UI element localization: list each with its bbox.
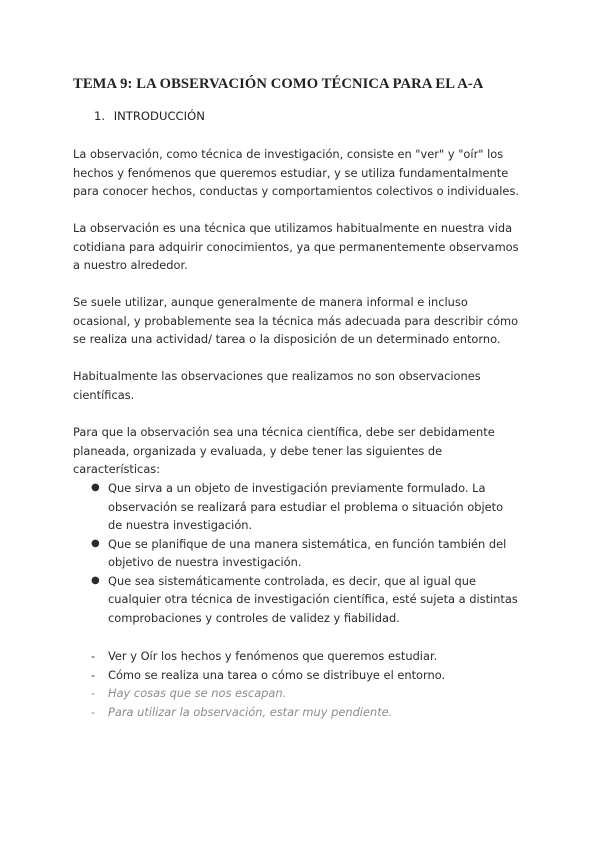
- paragraph-line: científicas.: [73, 387, 135, 402]
- page-title: TEMA 9: LA OBSERVACIÓN COMO TÉCNICA PARA EL A-A: [73, 76, 484, 92]
- bullet-item: [91, 572, 531, 628]
- paragraph-line: hechos y fenómenos que queremos estudiar, y se utiliza fundamentalmente: [73, 165, 509, 180]
- paragraph-1: [73, 145, 543, 201]
- dash-mark: -: [91, 704, 96, 719]
- bullet-list: [91, 479, 531, 627]
- dash-text: Ver y Oír los hechos y fenómenos que queremos estudiar.: [108, 649, 438, 663]
- bullet-dot-icon: ●: [91, 537, 100, 549]
- paragraph-line: La observación, como técnica de investigación, consiste en "ver" y "oír" los: [73, 147, 504, 161]
- bullet-line: objetivo de nuestra investigación.: [108, 555, 302, 569]
- bullet-dot-icon: ●: [91, 482, 100, 493]
- paragraph-4: [73, 367, 543, 404]
- dash-item: [91, 666, 531, 685]
- dash-mark: -: [91, 686, 96, 700]
- paragraph-line: Para que la observación sea una técnica científica, debe ser debidamente: [73, 425, 495, 439]
- section-heading: [94, 109, 205, 123]
- bullet-item: [91, 535, 531, 572]
- paragraph-line: Se suele utilizar, aunque generalmente de manera informal e incluso: [73, 295, 468, 309]
- paragraph-line: a nuestro alrededor.: [73, 258, 188, 272]
- dash-list: [91, 647, 531, 721]
- paragraph-line: características:: [73, 462, 161, 476]
- section-number: 1.: [94, 109, 106, 123]
- dash-text: Cómo se realiza una tarea o cómo se distribuye el entorno.: [108, 667, 446, 682]
- dash-item: [91, 647, 531, 666]
- paragraph-3: [73, 293, 543, 349]
- note-text: Para utilizar la observación, estar muy pendiente.: [108, 704, 393, 719]
- section-label: INTRODUCCIÓN: [113, 109, 205, 123]
- note-item: [91, 703, 531, 722]
- bullet-dot-icon: ●: [91, 574, 100, 586]
- paragraph-line: se realiza una actividad/ tarea o la disposición de un determinado entorno.: [73, 332, 501, 346]
- bullet-line: de nuestra investigación.: [108, 518, 253, 532]
- paragraph-line: cotidiana para adquirir conocimientos, ya que permanentemente observamos: [73, 239, 519, 254]
- paragraph-line: La observación es una técnica que utilizamos habitualmente en nuestra vida: [73, 221, 513, 235]
- bullet-line: Que sirva a un objeto de investigación previamente formulado. La: [108, 481, 486, 495]
- bullet-line: Que sea sistemáticamente controlada, es decir, que al igual que: [108, 573, 476, 588]
- bullet-line: observación se realizará para estudiar el problema o situación objeto: [108, 499, 504, 514]
- paragraph-line: ocasional, y probablemente sea la técnica más adecuada para describir cómo: [73, 313, 519, 328]
- bullet-line: comprobaciones y controles de validez y fiabilidad.: [108, 610, 400, 625]
- paragraph-2: [73, 219, 543, 275]
- dash-mark: -: [91, 667, 96, 682]
- bullet-item: [91, 479, 531, 535]
- bullet-line: cualquier otra técnica de investigación científica, esté sujeta a distintas: [108, 592, 518, 606]
- bullet-line: Que se planifique de una manera sistemática, en función también del: [108, 536, 507, 551]
- paragraph-line: Habitualmente las observaciones que realizamos no son observaciones: [73, 369, 481, 383]
- paragraph-5: [73, 423, 543, 479]
- paragraph-line: planeada, organizada y evaluada, y debe tener las siguientes de: [73, 443, 443, 458]
- dash-mark: -: [91, 649, 96, 663]
- paragraph-line: para conocer hechos, conductas y comportamientos colectivos o individuales.: [73, 184, 519, 198]
- note-item: [91, 684, 531, 703]
- note-text: Hay cosas que se nos escapan.: [108, 686, 287, 700]
